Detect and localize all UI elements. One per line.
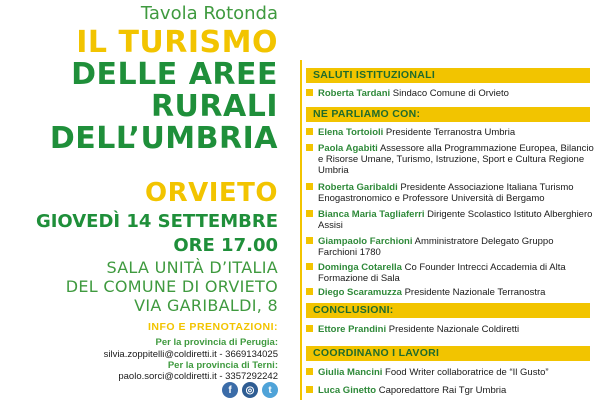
- info-title: INFO E PRENOTAZIONI:: [148, 321, 278, 333]
- speaker-role: Dirigente Scolastico Istituto Alberghiero Assisi: [318, 209, 593, 231]
- speaker-name: Elena Tortoioli: [318, 127, 384, 138]
- perugia-label: Per la provincia di Perugia:: [155, 337, 278, 348]
- speaker-name: Paola Agabiti: [318, 143, 378, 154]
- bullet-marker: [306, 386, 313, 393]
- bullet-marker: [306, 237, 313, 244]
- section-title: SALUTI ISTITUZIONALI: [313, 69, 436, 81]
- bullet-marker: [306, 368, 313, 375]
- section-title: NE PARLIAMO CON:: [313, 108, 421, 120]
- event-kicker: Tavola Rotonda: [140, 3, 278, 24]
- bullet-marker: [306, 144, 313, 151]
- section-title: COORDINANO I LAVORI: [313, 347, 440, 359]
- speaker-name: Diego Scaramuzza: [318, 287, 402, 298]
- section-header-saluti: [306, 68, 590, 83]
- section-header-ne-parliamo: [306, 107, 590, 122]
- speaker-name: Ettore Prandini: [318, 324, 387, 335]
- speaker-role: Food Writer collaboratrice de “Il Gusto”: [382, 367, 549, 378]
- event-time: ORE 17.00: [173, 235, 278, 256]
- speaker-name: Luca Ginetto: [318, 385, 377, 396]
- instagram-icon[interactable]: ◎: [242, 382, 258, 398]
- venue-line-1: SALA UNITÀ D’ITALIA: [106, 258, 278, 277]
- title-line-3: RURALI: [150, 89, 278, 124]
- speaker-name: Giampaolo Farchioni: [318, 236, 413, 247]
- twitter-icon[interactable]: t: [262, 382, 278, 398]
- section-header-coordinano: [306, 346, 590, 361]
- section-header-conclusioni: [306, 303, 590, 318]
- event-info-column: [0, 0, 290, 409]
- section-title: CONCLUSIONI:: [313, 304, 394, 316]
- speaker-name: Dominga Cotarella: [318, 262, 402, 273]
- terni-contact[interactable]: paolo.sorci@coldiretti.it - 3357292242: [118, 371, 278, 382]
- speaker-role: Assessore alla Programmazione Europea, Bilancio e Risorse Umane, Turismo, Istruzione, Sport e Cultura Regione Umbria: [318, 143, 594, 176]
- title-line-1: IL TURISMO: [76, 25, 278, 60]
- bullet-marker: [306, 325, 313, 332]
- speaker-role: Presidente Terranostra Umbria: [383, 127, 516, 138]
- bullet-marker: [306, 128, 313, 135]
- event-date: GIOVEDÌ 14 SETTEMBRE: [35, 211, 278, 232]
- bullet-marker: [306, 263, 313, 270]
- speaker-role: Sindaco Comune di Orvieto: [390, 88, 509, 99]
- bullet-marker: [306, 183, 313, 190]
- speaker-role: Co Founder Intrecci Accademia di Alta Formazione di Sala: [318, 262, 566, 284]
- speaker-name: Roberta Tardani: [318, 88, 391, 99]
- bullet-marker: [306, 89, 313, 96]
- speaker-role: Caporedattore Rai Tgr Umbria: [376, 385, 507, 396]
- speaker-role: Presidente Nazionale Coldiretti: [386, 324, 520, 335]
- facebook-icon[interactable]: f: [222, 382, 238, 398]
- speaker-role: Presidente Associazione Italiana Turismo Enogastronomico e Professore Università di Bergamo: [318, 182, 574, 204]
- speaker-name: Bianca Maria Tagliaferri: [318, 209, 425, 220]
- event-city: ORVIETO: [144, 178, 278, 208]
- social-links: [222, 382, 278, 398]
- venue-line-3: VIA GARIBALDI, 8: [134, 296, 278, 315]
- terni-label: Per la provincia di Terni:: [167, 360, 278, 371]
- title-line-2: DELLE AREE: [71, 57, 278, 92]
- bullet-marker: [306, 210, 313, 217]
- speaker-role: Presidente Nazionale Terranostra: [401, 287, 546, 298]
- speaker-name: Roberta Garibaldi: [318, 182, 398, 193]
- bullet-marker: [306, 288, 313, 295]
- perugia-contact[interactable]: silvia.zoppitelli@coldiretti.it - 3669134025: [103, 349, 278, 360]
- venue-line-2: DEL COMUNE DI ORVIETO: [65, 277, 278, 296]
- title-line-4: DELL’UMBRIA: [49, 121, 278, 156]
- program-column: [306, 0, 596, 409]
- speaker-role: Amministratore Delegato Gruppo Farchioni 1780: [318, 236, 554, 258]
- speaker-name: Giulia Mancini: [318, 367, 383, 378]
- column-divider: [300, 60, 302, 400]
